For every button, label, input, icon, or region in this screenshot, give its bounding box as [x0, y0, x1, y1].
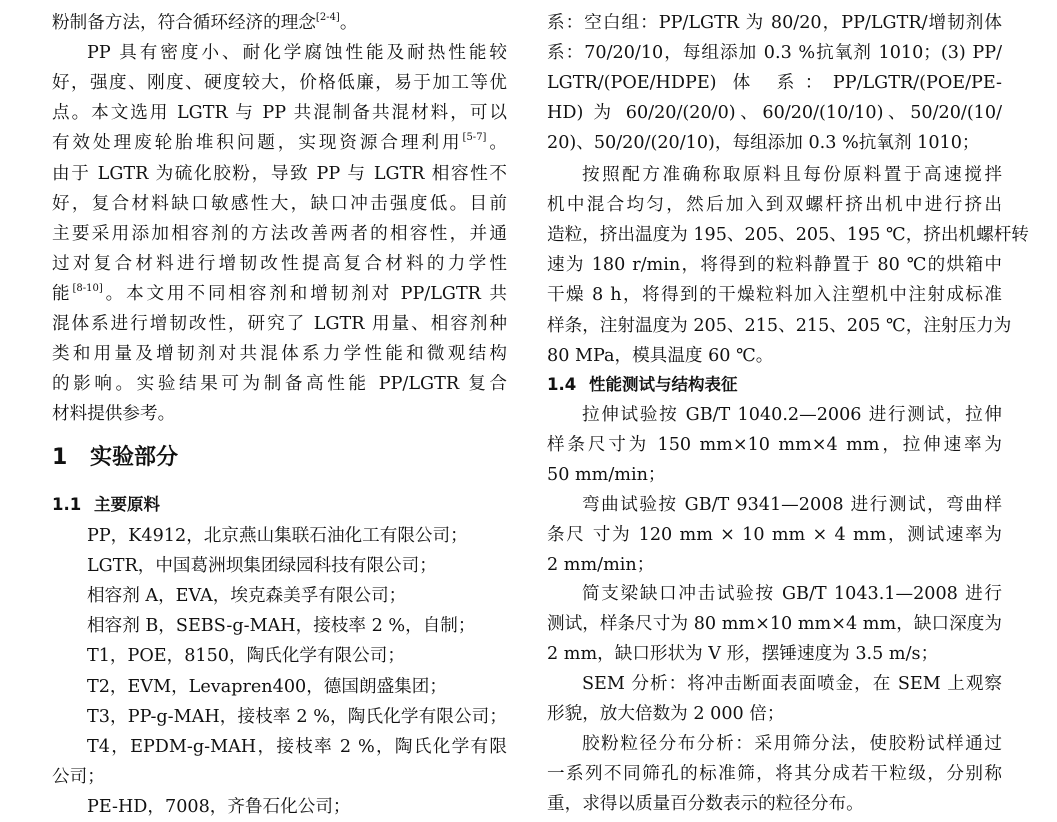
line-text: 胶粉粒径分布分析：采用筛分法，使胶粉试样通过 — [582, 733, 1002, 754]
text-line — [52, 732, 507, 762]
line-text: 80 MPa，模具温度 60 ℃。 — [547, 345, 774, 366]
text-line — [547, 8, 1002, 38]
line-text: 样条尺寸为 150 mm×10 mm×4 mm，拉伸速率为 — [547, 434, 1002, 455]
line-text: 好，复合材料缺口敏感性大，缺口冲击强度低。目前 — [52, 193, 507, 214]
section-heading — [52, 438, 507, 478]
line-text: 条尺 寸为 120 mm × 10 mm × 4 mm，测试速率为 — [547, 524, 1002, 545]
text-line — [547, 669, 1002, 699]
text-line — [52, 762, 507, 792]
line-text-continued: 。本文用不同相容剂和增韧剂对 PP/LGTR 共 — [102, 283, 507, 304]
text-line — [547, 699, 1002, 729]
text-line — [547, 38, 1002, 68]
subsection-heading — [52, 490, 507, 520]
heading-text: 主要原料 — [94, 495, 160, 514]
text-line — [547, 639, 1002, 669]
line-text: T4，EPDM-g-MAH，接枝率 2 %，陶氏化学有限 — [87, 736, 507, 757]
line-text: 造粒，挤出温度为 195、205、205、195 ℃，挤出机螺杆转 — [547, 225, 1029, 246]
line-text: 由于 LGTR 为硫化胶粉，导致 PP 与 LGTR 相容性不 — [52, 163, 507, 184]
text-line — [547, 311, 1012, 341]
heading-number: 1 — [52, 445, 68, 470]
line-text: 2 mm，缺口形状为 V 形，摆锤速度为 3.5 m/s； — [547, 644, 939, 665]
line-text: 重，求得以质量百分数表示的粒径分布。 — [547, 793, 864, 814]
line-text: LGTR/(POE/HDPE) 体 系：PP/LGTR/(POE/PE- — [547, 73, 1002, 94]
text-line — [52, 68, 507, 98]
line-text: 相容剂 B，SEBS-g-MAH，接枝率 2 %，自制； — [87, 616, 476, 637]
line-text: 系：70/20/10，每组添加 0.3 %抗氧剂 1010；(3) PP/ — [547, 43, 1002, 64]
subsection-heading — [547, 370, 1002, 400]
line-text: 过对复合材料进行增韧改性提高复合材料的力学性 — [52, 253, 507, 274]
text-line — [547, 550, 1002, 580]
text-line — [52, 551, 507, 581]
line-text: T2，EVM，Levapren400，德国朗盛集团； — [87, 676, 447, 697]
line-text: 简支梁缺口冲击试验按 GB/T 1043.1—2008 进行 — [582, 584, 1002, 605]
text-line — [547, 400, 1002, 430]
text-line — [547, 190, 1002, 220]
line-text: 弯曲试验按 GB/T 9341—2008 进行测试，弯曲样 — [582, 494, 1002, 515]
line-text: T3，PP-g-MAH，接枝率 2 %，陶氏化学有限公司； — [87, 706, 507, 727]
text-line — [52, 339, 507, 369]
text-line — [547, 579, 1002, 609]
heading-number: 1.4 — [547, 375, 577, 394]
text-line — [52, 581, 507, 611]
line-text: 混体系进行增韧改性，研究了 LGTR 用量、相容剂种 — [52, 314, 507, 334]
line-text: 干燥 8 h，将得到的干燥粒料加入注塑机中注射成标准 — [547, 285, 1002, 306]
line-text: 相容剂 A，EVA，埃克森美孚有限公司； — [87, 586, 407, 607]
line-text: 样条，注射温度为 205、215、215、205 ℃，注射压力为 — [547, 315, 1012, 336]
line-text: 好，强度、刚度、硬度较大，价格低廉，易于加工等优 — [52, 73, 507, 94]
line-text: 2 mm/min； — [547, 554, 655, 575]
text-line — [547, 609, 1002, 639]
text-line — [547, 98, 1002, 128]
line-text: 的影响。实验结果可为制备高性能 PP/LGTR 复合 — [52, 374, 507, 395]
text-line — [52, 399, 507, 429]
line-text: 一系列不同筛孔的标准筛，将其分成若干粒级，分别称 — [547, 763, 1002, 784]
line-text: PE-HD，7008，齐鲁石化公司； — [87, 796, 351, 817]
text-line — [547, 789, 1002, 819]
line-text: 点。本文选用 LGTR 与 PP 共混制备共混材料，可以 — [52, 103, 507, 124]
text-line — [52, 8, 507, 38]
text-line — [547, 520, 1002, 550]
line-text: 材料提供参考。 — [52, 404, 176, 425]
text-line — [52, 38, 507, 68]
text-line — [547, 250, 1002, 280]
line-text: 主要采用添加相容剂的方法改善两者的相容性，并通 — [52, 223, 507, 244]
text-line — [52, 672, 507, 702]
text-line — [547, 280, 1002, 310]
text-line — [547, 220, 1029, 250]
text-line — [52, 279, 507, 309]
line-text: 测试，样条尺寸为 80 mm×10 mm×4 mm，缺口深度为 — [547, 614, 1002, 635]
text-line — [547, 460, 1002, 490]
line-text: PP，K4912，北京燕山集联石油化工有限公司； — [87, 526, 468, 546]
line-text: 20)、50/20/(20/10)，每组添加 0.3 %抗氧剂 1010； — [547, 133, 980, 154]
line-text: 形貌，放大倍数为 2 000 倍； — [547, 704, 785, 724]
text-line — [52, 219, 507, 249]
line-text: 按照配方准确称取原料且每份原料置于高速搅拌 — [582, 165, 1002, 185]
text-line — [52, 792, 507, 822]
line-text: 类和用量及增韧剂对共混体系力学性能和微观结构 — [52, 344, 507, 365]
text-line — [547, 759, 1002, 789]
text-line — [52, 98, 507, 128]
text-line — [547, 341, 1002, 371]
text-line — [52, 369, 507, 399]
line-text: 50 mm/min； — [547, 464, 666, 485]
line-text: SEM 分析：将冲击断面表面喷金，在 SEM 上观察 — [582, 674, 1002, 695]
text-line — [547, 729, 1002, 759]
text-line — [547, 68, 1002, 98]
line-text: 能 — [52, 283, 73, 304]
text-line — [547, 490, 1002, 520]
line-text: LGTR，中国葛洲坝集团绿园科技有限公司； — [87, 556, 437, 577]
line-text-continued: 。 — [339, 13, 358, 33]
text-line — [52, 249, 507, 279]
text-line — [52, 189, 507, 219]
text-line — [52, 309, 507, 339]
text-line — [52, 521, 507, 551]
line-text: HD) 为 60/20/(20/0)、60/20/(10/10)、50/20/(10/ — [547, 103, 1002, 124]
line-text: 系：空白组：PP/LGTR 为 80/20，PP/LGTR/增韧剂体 — [547, 13, 1002, 33]
heading-text: 性能测试与结构表征 — [589, 375, 738, 394]
text-line — [52, 641, 507, 671]
text-line — [52, 128, 507, 158]
text-line — [52, 159, 507, 189]
line-text: 机中混合均匀，然后加入到双螺杆挤出机中进行挤出 — [547, 195, 1002, 216]
heading-text: 实验部分 — [90, 445, 179, 470]
line-text: PP 具有密度小、耐化学腐蚀性能及耐热性能较 — [87, 43, 507, 64]
text-line — [547, 160, 1002, 190]
text-line — [52, 702, 507, 732]
text-line — [547, 128, 1002, 158]
citation-ref: [2-4] — [315, 12, 340, 23]
line-text: T1，POE，8150，陶氏化学有限公司； — [87, 646, 405, 667]
text-line — [52, 611, 507, 641]
heading-number: 1.1 — [52, 495, 82, 514]
text-line — [547, 430, 1002, 460]
line-text: 拉伸试验按 GB/T 1040.2—2006 进行测试，拉伸 — [582, 405, 1002, 425]
line-text: 速为 180 r/min，将得到的粒料静置于 80 ℃的烘箱中 — [547, 255, 1002, 276]
line-text: 有效处理废轮胎堆积问题，实现资源合理利用 — [52, 133, 463, 154]
line-text-continued: 。 — [486, 133, 507, 154]
line-text: 公司； — [52, 766, 105, 787]
line-text: 粉制备方法，符合循环经济的理念 — [52, 13, 316, 33]
citation-ref: [5-7] — [462, 132, 487, 144]
citation-ref: [8-10] — [72, 282, 103, 294]
